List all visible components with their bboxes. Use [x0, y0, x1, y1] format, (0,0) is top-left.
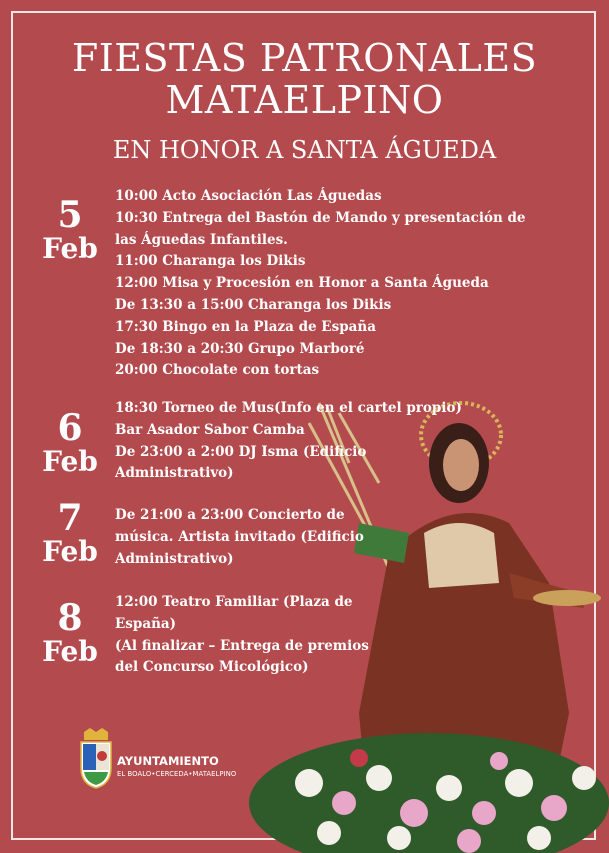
day-6-schedule: [115, 398, 515, 485]
schedule-line: música. Artista invitado (Edificio: [115, 528, 364, 545]
schedule-line: De 21:00 a 23:00 Concierto de: [115, 507, 345, 523]
schedule-line: 12:00 Teatro Familiar (Plaza de: [115, 594, 353, 610]
schedule-line: 17:30 Bingo en la Plaza de España: [115, 318, 376, 335]
day-month: Feb: [42, 535, 98, 568]
schedule-line: 18:30 Torneo de Mus(Info en el cartel propio): [115, 400, 462, 416]
day-7-label: [30, 497, 110, 568]
schedule-line: De 18:30 a 20:30 Grupo Marboré: [115, 340, 365, 357]
day-month: Feb: [42, 232, 98, 265]
schedule-line: del Concurso Micológico): [115, 659, 309, 676]
day-number: 7: [57, 497, 83, 539]
logo-subtitle: EL BOALO•CERCEDA•MATAELPINO: [117, 770, 237, 778]
ayuntamiento-coat-of-arms-icon: [78, 728, 114, 790]
day-number: 6: [57, 407, 83, 449]
schedule-line: 10:30 Entrega del Bastón de Mando y presentación de: [115, 209, 526, 226]
day-5-label: [30, 194, 110, 265]
day-number: 8: [57, 597, 83, 639]
schedule-line: De 23:00 a 2:00 DJ Isma (Edificio: [115, 443, 367, 460]
schedule-line: (Al finalizar – Entrega de premios: [115, 637, 369, 654]
day-8-schedule: [115, 592, 515, 679]
schedule-line: 12:00 Misa y Procesión en Honor a Santa Águeda: [115, 275, 489, 292]
poster-title-line1: FIESTAS PATRONALES: [71, 36, 538, 80]
schedule-line: Bar Asador Sabor Camba: [115, 421, 305, 438]
poster-subtitle: EN HONOR A SANTA ÁGUEDA: [112, 136, 497, 164]
day-number: 5: [57, 194, 83, 236]
day-7-schedule: [115, 505, 515, 570]
poster-title-line2: MATAELPINO: [165, 78, 444, 122]
logo-name: AYUNTAMIENTO: [117, 754, 219, 768]
schedule-line: De 13:30 a 15:00 Charanga los Dikis: [115, 296, 392, 313]
day-month: Feb: [42, 445, 98, 478]
day-month: Feb: [42, 635, 98, 668]
schedule-line: las Águedas Infantiles.: [115, 231, 288, 248]
schedule-line: España): [115, 615, 177, 632]
schedule-line: 20:00 Chocolate con tortas: [115, 362, 320, 379]
schedule-line: Administrativo): [115, 465, 234, 482]
schedule-line: Administrativo): [115, 550, 234, 567]
day-8-label: [30, 597, 110, 668]
day-6-label: [30, 407, 110, 478]
day-5-schedule: [115, 186, 526, 382]
schedule-line: 10:00 Acto Asociación Las Águedas: [115, 188, 382, 204]
schedule-line: 11:00 Charanga los Dikis: [115, 253, 306, 270]
